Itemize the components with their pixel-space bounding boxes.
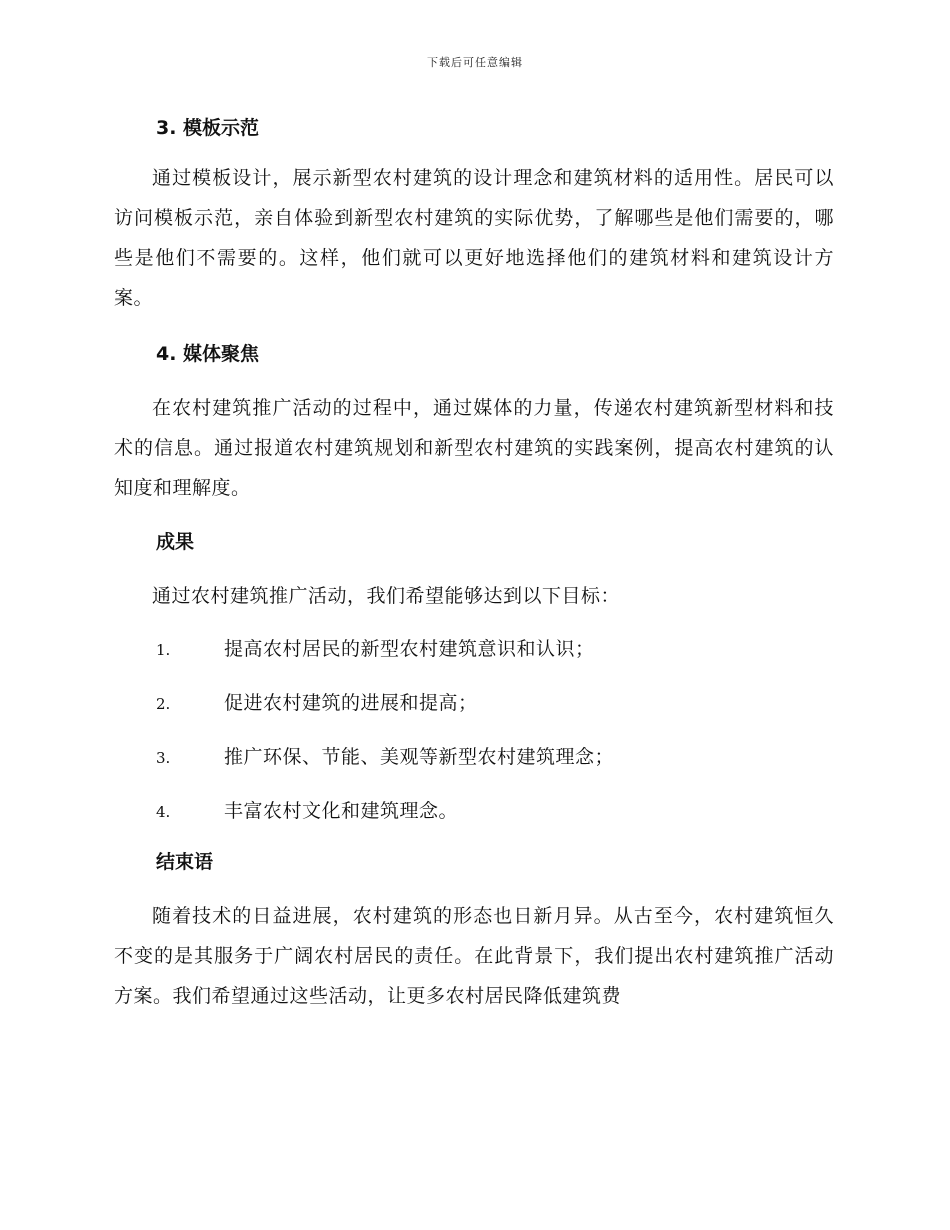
list-item-number: 4. — [156, 803, 171, 821]
list-item-text: 推广环保、节能、美观等新型农村建筑理念； — [224, 746, 615, 768]
heading-results: 成果 — [156, 531, 195, 553]
list-item-text: 促进农村建筑的进展和提高； — [224, 692, 478, 714]
list-item-text: 提高农村居民的新型农村建筑意识和认识； — [224, 638, 595, 660]
paragraph-results-intro: 通过农村建筑推广活动，我们希望能够达到以下目标： — [152, 585, 621, 607]
list-item-number: 2. — [156, 695, 171, 713]
list-item — [114, 730, 834, 784]
list-item-number: 3. — [156, 749, 171, 767]
heading-media-focus: 4. 媒体聚焦 — [156, 343, 260, 365]
paragraph-template-demo: 通过模板设计，展示新型农村建筑的设计理念和建筑材料的适用性。居民可以访问模板示范，亲自体验到新型农村建筑的实际优势，了解哪些是他们需要的，哪些是他们不需要的。这样，他们就可以更好地选择他们的建筑材料和建筑设计方案。 — [114, 167, 834, 309]
paragraph-conclusion: 随着技术的日益进展，农村建筑的形态也日新月异。从古至今，农村建筑恒久不变的是其服务于广阔农村居民的责任。在此背景下，我们提出农村建筑推广活动方案。我们希望通过这些活动，让更多农村居民降低建筑费 — [114, 905, 834, 1007]
list-item — [114, 784, 834, 838]
list-item-number: 1. — [156, 641, 171, 659]
page-header-note: 下载后可任意编辑 — [427, 56, 523, 69]
list-item — [114, 676, 834, 730]
list-item — [114, 622, 834, 676]
document-body — [114, 108, 834, 1016]
list-item-text: 丰富农村文化和建筑理念。 — [224, 800, 459, 822]
results-list — [114, 622, 834, 838]
heading-template-demo: 3. 模板示范 — [156, 117, 260, 139]
heading-conclusion: 结束语 — [156, 851, 214, 873]
paragraph-media-focus: 在农村建筑推广活动的过程中，通过媒体的力量，传递农村建筑新型材料和技术的信息。通过报道农村建筑规划和新型农村建筑的实践案例，提高农村建筑的认知度和理解度。 — [114, 397, 834, 499]
